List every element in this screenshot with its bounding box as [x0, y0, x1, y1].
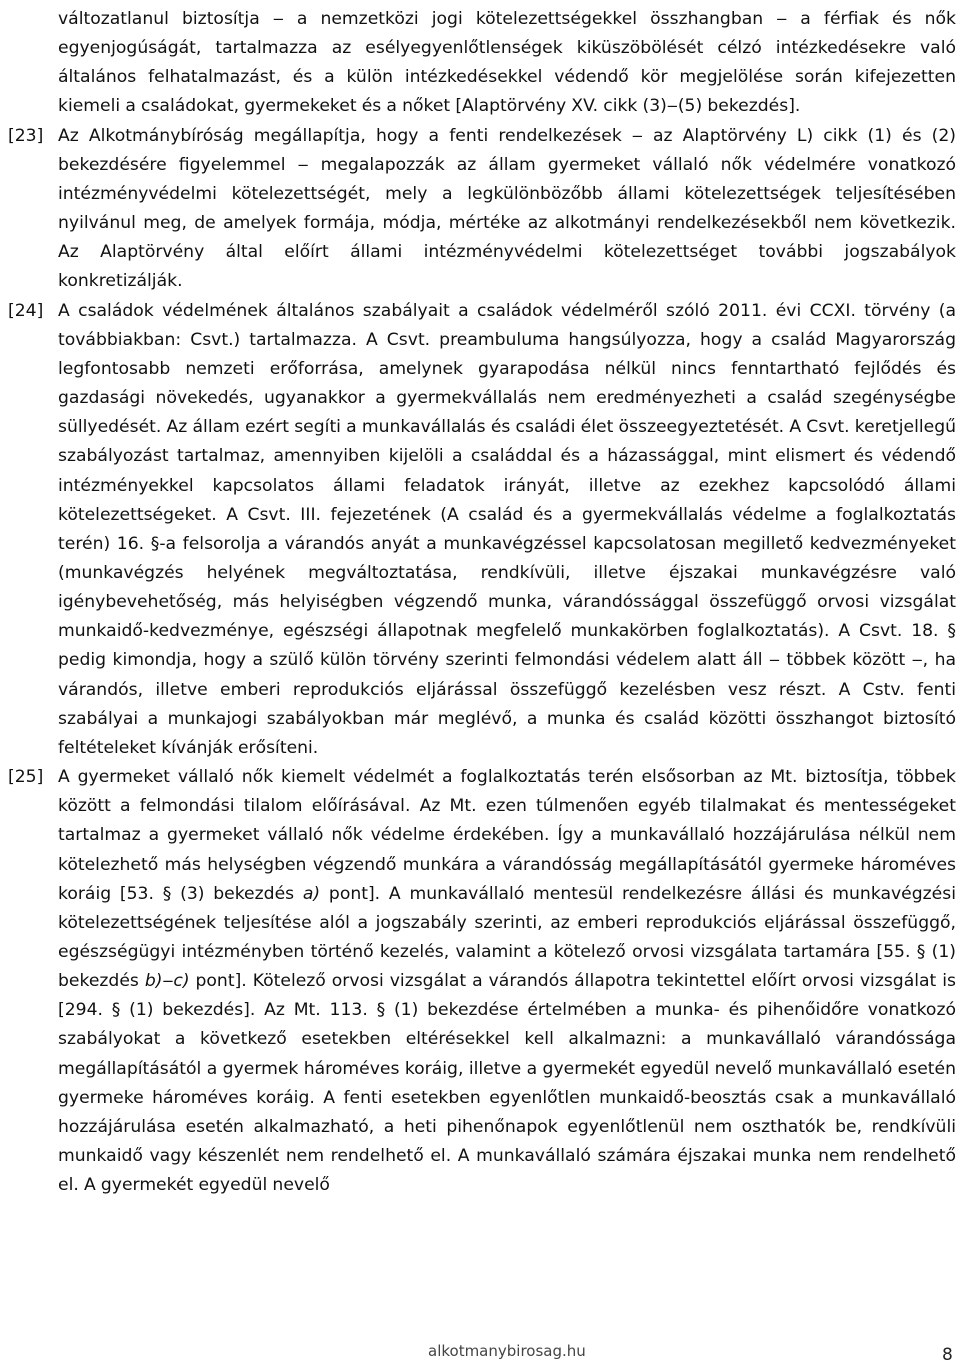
text-segment: A gyermeket vállaló nők kiemelt védelmét a foglalkoztatás terén elsősorban az Mt. biztosítja, többek között a felmondási tilalom előírásával. Az Mt. ezen túlmenően egyéb tilalmakat és mentességeket tartalmaz a gyermeket vállaló nők védelme érdekében. Így a munkavállaló hozzájárulása nélkül nem kötelezhető más helységben végzendő munkára a várandósság megállapításától gyermeke hároméves koráig [53. § (3) bekezdés [58, 767, 956, 904]
italic-text-segment: a) [302, 883, 321, 904]
document-body [8, 5, 956, 1200]
italic-text-segment: b)‒c) [144, 971, 190, 992]
footer-site-url: alkotmanybirosag.hu [428, 1342, 586, 1360]
paragraph-number: [25] [8, 767, 44, 788]
text-segment: pont]. A munkavállaló mentesül rendelkezésre állási és munkavégzési kötelezettségének teljesítése alól a jogszabály szerinti, az emberi reprodukciós eljárással összefüggő, egészségügyi intézményben történő kezelés, valamint a kötelező orvosi vizsgálata tartamára [55. § (1) bekezdés [58, 883, 956, 992]
paragraph [8, 763, 956, 1200]
paragraph-text [58, 763, 956, 1200]
text-segment: A családok védelmének általános szabályait a családok védelméről szóló 2011. évi CCXI. törvény (a továbbiakban: Csvt.) tartalmazza. A Csvt. preambuluma hangsúlyozza, hogy a család Magyarország legfontosabb nemzeti erőforrása, amelynek gyarapodása nélkül nincs fenntartható fejlődés és gazdasági növekedés, ugyanakkor a gyermekvállalás nem eredményezheti a család szegénységbe süllyedését. Az állam ezért segíti a munkavállalás és családi élet összeegyeztetését. A Csvt. keretjellegű szabályozást tartalmaz, amennyiben kijelöli a családdal és a házassággal, mint elismert és védendő intézményekkel kapcsolatos állami feladatok irányát, illetve az ezekhez kapcsolódó állami kötelezettségeket. A Csvt. III. fejezetének (A család és a gyermekvállalás védelme a foglalkoztatás terén) 16. §-a felsorolja a várandós anyát a munkavégzéssel kapcsolatosan megillető kedvezményeket (munkavégzés helyének megváltoztatása, rendkívüli, illetve éjszakai munkavégzésre való igénybevehetőség, más helyiségben végzendő munka, várandóssággal összefüggő orvosi vizsgálat munkaidő-kedvezménye, egészségi állapotnak megfelelő munkakörben foglalkoztatás). A Csvt. 18. § pedig kimondja, hogy a szülő külön törvény szerinti felmondási védelem alatt áll ‒ többek között ‒, ha várandós, illetve emberi reprodukciós eljárással összefüggő kezelésben vesz részt. A Cstv. fenti szabályai a munkajogi szabályokban már meglévő, a munka és család közötti összhangot biztosító feltételeket kívánják erősíteni. [58, 300, 956, 758]
paragraph [8, 297, 956, 764]
paragraph [8, 5, 956, 122]
text-segment: Az Alkotmánybíróság megállapítja, hogy a fenti rendelkezések ‒ az Alaptörvény L) cikk (1) és (2) bekezdésére figyelemmel ‒ megalapozzák az állam gyermeket vállaló nők védelmére vonatkozó intézményvédelmi kötelezettségét, mely a legkülönbözőbb állami kötelezettségek teljesítésében nyilvánul meg, de amelyek formája, módja, mértéke az alkotmányi rendelkezésekből nem következik. Az Alaptörvény által előírt állami intézményvédelmi kötelezettséget további jogszabályok konkretizálják. [58, 125, 956, 292]
page-number: 8 [942, 1345, 953, 1365]
paragraph-number: [24] [8, 300, 44, 321]
paragraph [8, 122, 956, 297]
paragraph-text [58, 122, 956, 297]
paragraph-number: [23] [8, 125, 44, 146]
paragraph-text [58, 5, 956, 122]
paragraph-text [58, 297, 956, 764]
text-segment: változatlanul biztosítja ‒ a nemzetközi jogi kötelezettségekkel összhangban ‒ a férfiak és nők egyenjogúságát, tartalmazza az esélyegyenlőtlenségek kiküszöbölését célzó intézkedésekre való általános felhatalmazást, és a külön intézkedésekkel védendő kör megjelölése során kifejezetten kiemeli a családokat, gyermekeket és a nőket [Alaptörvény XV. cikk (3)‒(5) bekezdés]. [58, 9, 956, 117]
text-segment: pont]. Kötelező orvosi vizsgálat a várandós állapotra tekintettel előírt orvosi vizsgálat is [294. § (1) bekezdés]. Az Mt. 113. § (1) bekezdése értelmében a munka- és pihenőidőre vonatkozó szabályokat a következő esetekben eltérésekkel kell alkalmazni: a munkavállaló várandóssága megállapításától a gyermek hároméves koráig, illetve a gyermekét egyedül nevelő munkavállaló esetén gyermeke hároméves koráig. A fenti esetekben egyenlőtlen munkaidő-beosztás csak a munkavállaló hozzájárulása esetén alkalmazható, a heti pihenőnapok egyenlőtlenül nem oszthatók be, rendkívüli munkaidő vagy készenlét nem rendelhető el. A munkavállaló számára éjszakai munka nem rendelhető el. A gyermekét egyedül nevelő [58, 971, 956, 1196]
